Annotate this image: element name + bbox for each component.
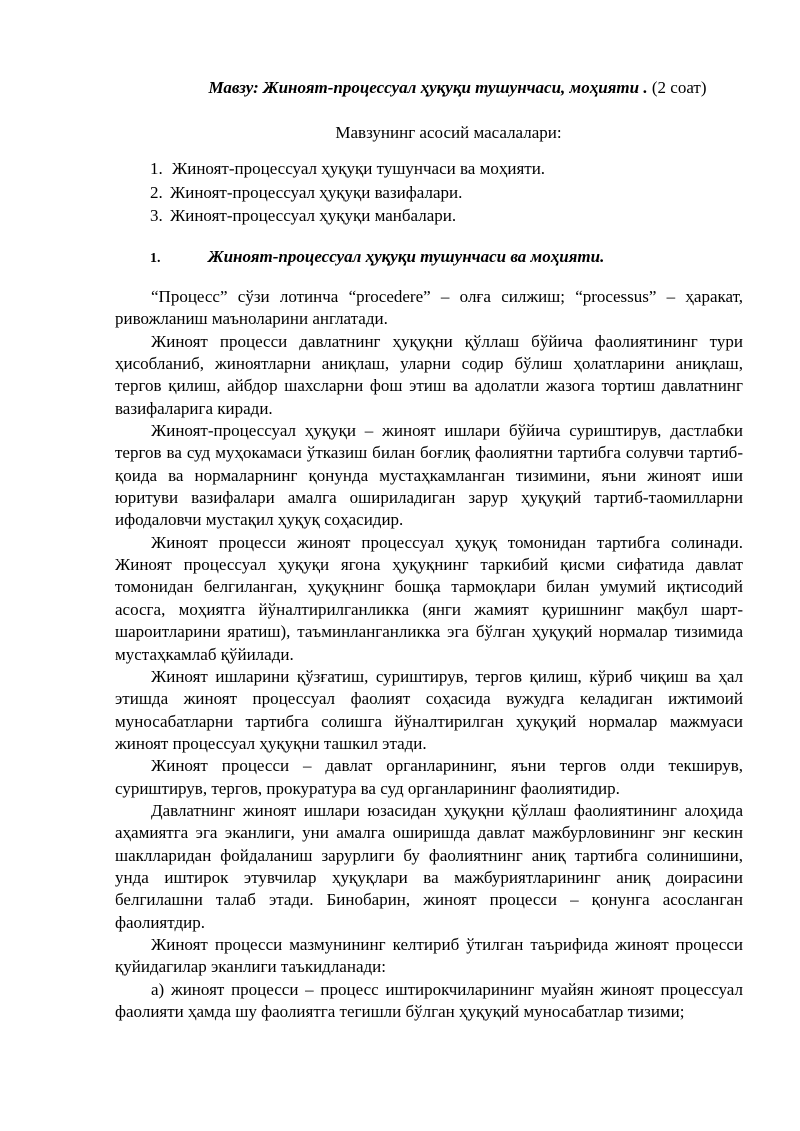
issue-text: Жиноят-процессуал ҳуқуқи манбалари. [170, 206, 457, 225]
issue-number: 3. [150, 206, 163, 225]
section-title: Жиноят-процессуал ҳуқуқи тушунчаси ва моҳияти. [208, 247, 605, 266]
paragraph: Давлатнинг жиноят ишлари юзасидан ҳуқуқни қўллаш фаолиятининг алоҳида аҳамиятга эга эканлиги, уни амалга оширишда давлат мажбурловининг энг кескин шаклларидан фойдаланиш зарурлиги бу фаолиятнинг аниқ тартибга солинишини, унда иштирок этувчилар ҳуқуқлари ва мажбуриятларининг аниқ доирасини белгилашни талаб этади. Бинобарин, жиноят процесси – қонунга асосланган фаолиятдир. [115, 800, 743, 932]
main-issues-heading: Мавзунинг асосий масалалари: [335, 123, 562, 142]
issues-list [150, 157, 750, 228]
paragraph: Жиноят процесси мазмунининг келтириб ўтилган таърифида жиноят процесси қуйидагилар эканлиги таъкидланади: [115, 934, 743, 977]
paragraph: Жиноят-процессуал ҳуқуқи – жиноят ишлари бўйича суриштирув, дастлабки тергов ва суд муҳокамаси ўтказиш билан боғлиқ фаолиятни тартибга солувчи тартиб-қоида ва нормаларнинг қонунда мустаҳкамланган тизимини, яъни жиноят иши юритуви вазифалари амалга ошириладиган зарур ҳуқуқий тартиб-таомилларни ифодаловчи мустақил ҳуқуқ соҳасидир. [115, 421, 743, 530]
section-number: 1. [150, 251, 161, 266]
paragraph: а) жиноят процесси – процесс иштирокчиларининг муайян жиноят процессуал фаолияти ҳамда шу фаолиятга тегишли бўлган ҳуқуқий муносабатлар тизими; [115, 979, 743, 1021]
issue-text: Жиноят-процессуал ҳуқуқи тушунчаси ва моҳияти. [172, 159, 546, 178]
issue-number: 1. [150, 159, 163, 178]
paragraph: Жиноят ишларини қўзғатиш, суриштирув, тергов қилиш, кўриб чиқиш ва ҳал этишда жиноят процессуал фаолият соҳасида вужудга келадиган ижтимоий муносабатларни тартибга солишга йўналтирилган ҳуқуқий нормалар мажмуаси жиноят процессуал ҳуқуқни ташкил этади. [115, 666, 743, 753]
topic-hours: (2 соат) [647, 78, 707, 97]
issue-item-1 [150, 157, 750, 181]
paragraph: “Процесс” сўзи лотинча “procedere” – олға силжиш; “processus” – ҳаракат, ривожланиш маъноларини англатади. [115, 287, 743, 329]
issue-item-2 [150, 181, 750, 205]
body-text [115, 286, 743, 1023]
issue-item-3 [150, 204, 750, 228]
issue-text: Жиноят-процессуал ҳуқуқи вазифалари. [170, 182, 463, 202]
issue-number: 2. [150, 182, 163, 202]
topic-title-main: Мавзу: Жиноят-процессуал ҳуқуқи тушунчаси, моҳияти . [208, 78, 648, 97]
paragraph: Жиноят процесси жиноят процессуал ҳуқуқ томонидан тартибга солинади. Жиноят процессуал ҳуқуқи ягона ҳуқуқнинг таркибий қисми сифатида давлат томонидан белгиланган, ҳуқуқнинг бошқа тармоқлари билан умумий иқтисодий асосга, моҳиятга йўналтирилганликка (янги жамият қуришнинг мақбул шарт-шароитларини яратиш), таъминланганликка эга бўлган ҳуқуқий нормалар тизимида мустаҳкамлаб қўйилади. [115, 532, 743, 664]
paragraph: Жиноят процесси – давлат органларининг, яъни тергов олди текширув, суриштирув, тергов, прокуратура ва суд органларининг фаолиятидир. [115, 756, 743, 798]
section-heading [150, 245, 750, 271]
topic-title [150, 76, 765, 100]
paragraph: Жиноят процесси давлатнинг ҳуқуқни қўллаш бўйича фаолиятининг тури ҳисобланиб, жиноятларни аниқлаш, уларни содир бўлиш ҳолатларини аниқлаш, тергов қилиш, айбдор шахсларни фош этиш ва адолатли жазога тортиш давлатнинг вазифаларига киради. [115, 331, 743, 418]
